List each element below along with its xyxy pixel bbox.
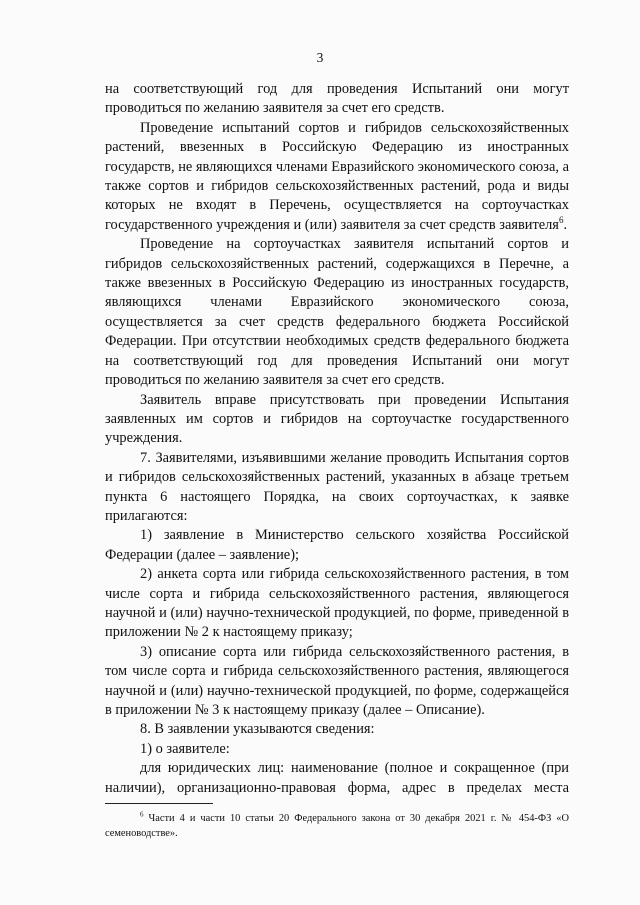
paragraph: Проведение испытаний сортов и гибридов сельскохозяйственных растений, ввезенных в Российскую Федерацию из иностранных государств, не являющихся членами Евразийского экономического союза, а также сортов и гибридов сельскохозяйственных растений, рода и виды которых не входят в Перечень, осуществляется на сортоучастках государственного учреждения и (или) заявителя за счет средств заявителя$^6$.: [105, 119, 569, 233]
paragraph: 3) описание сорта или гибрида сельскохозяйственного растения, в том числе сорта и гибрида сельскохозяйственного растения, являющегося научной и (или) научно-технической продукцией, по форме, содержащейся в приложении № 3 к настоящему приказу (далее – Описание).: [105, 643, 569, 718]
paragraph: Проведение на сортоучастках заявителя испытаний сортов и гибридов сельскохозяйственных растений, содержащихся в Перечне, а также ввезенных в Российскую Федерацию из иностранных государств, являющихся членами Евразийского экономического союза, осуществляется за счет средств федерального бюджета Российской Федерации. При отсутствии необходимых средств федерального бюджета на соответствующий год для проведения Испытаний они могут проводиться по желанию заявителя за счет его средств.: [105, 236, 569, 389]
paragraph: на соответствующий год для проведения Испытаний они могут проводиться по желанию заявителя за счет его средств.: [105, 81, 569, 117]
paragraph: 7. Заявителями, изъявившими желание проводить Испытания сортов и гибридов сельскохозяйственных растений, указанных в абзаце третьем пункта 6 настоящего Порядка, на своих сортоучастках, к заявке прилагаются:: [105, 449, 569, 524]
footnote: [105, 812, 569, 841]
paragraph: 1) заявление в Министерство сельского хозяйства Российской Федерации (далее – заявление);: [105, 527, 569, 563]
footnote-marker: 6: [140, 810, 144, 819]
footnote-reference[interactable]: 6: [558, 215, 564, 226]
paragraph: 1) о заявителе:: [140, 740, 230, 757]
paragraph: 2) анкета сорта или гибрида сельскохозяйственного растения, в том числе сорта и гибрида сельскохозяйственного растения, являющегося научной и (или) научно-технической продукцией, по форме, приведенной в приложении № 2 к настоящему приказу;: [105, 566, 569, 641]
paragraph: Заявитель вправе присутствовать при проведении Испытания заявленных им сортов и гибридов на сортоучастке государственного учреждения.: [105, 391, 569, 447]
document-body: [105, 80, 569, 798]
paragraph: для юридических лиц: наименование (полное и сокращенное (при наличии), организационно-правовая форма, адрес в пределах места: [105, 760, 569, 796]
footnote-text: Части 4 и части 10 статьи 20 Федерального закона от 30 декабря 2021 г. № 454-ФЗ «О семеноводстве».: [105, 813, 569, 839]
paragraph: 8. В заявлении указываются сведения:: [140, 721, 375, 738]
page-number: 3: [316, 50, 324, 65]
footnote-divider: [105, 803, 213, 804]
